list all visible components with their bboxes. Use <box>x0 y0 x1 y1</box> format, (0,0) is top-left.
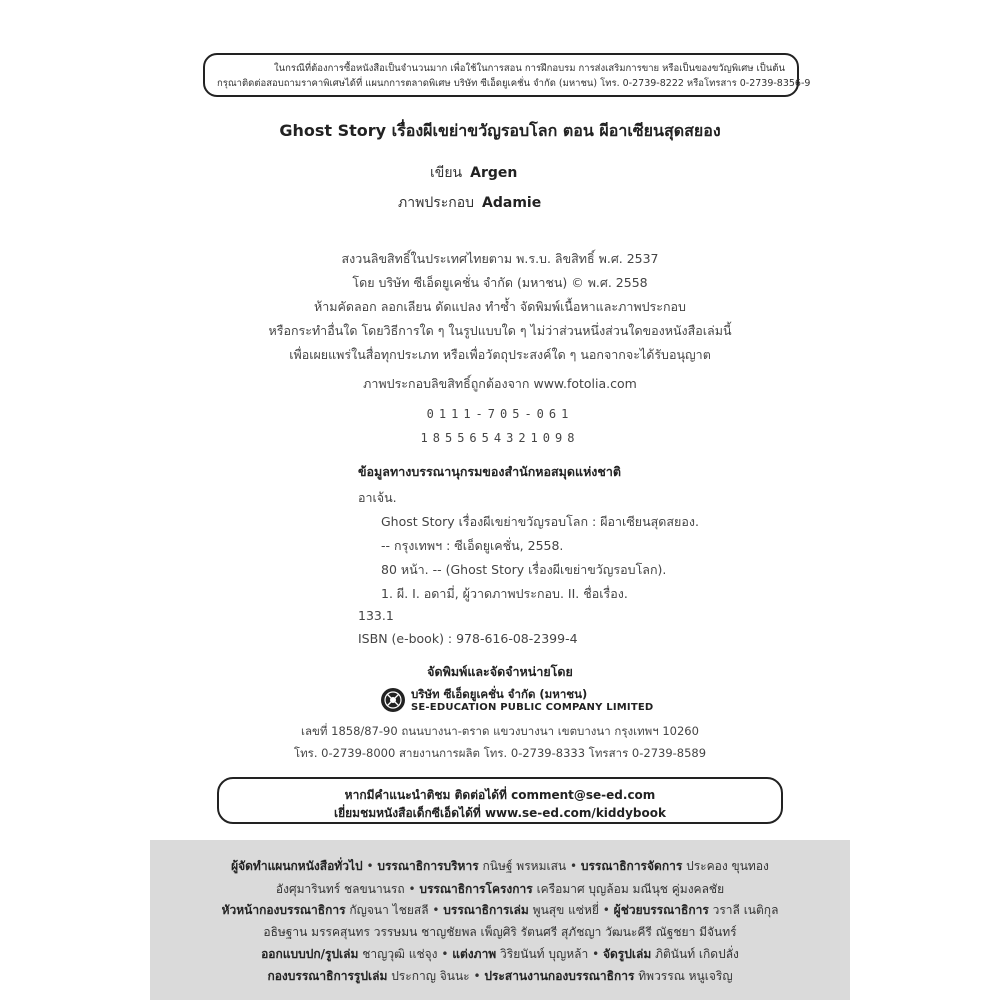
special-order-notice <box>203 53 811 97</box>
illustrator-credit <box>398 192 541 214</box>
cataloging-subjects: 1. ผี. I. อดามี่, ผู้วาดภาพประกอบ. II. ชื่อเรื่อง. <box>381 586 628 601</box>
image-credit: ภาพประกอบลิขสิทธิ์ถูกต้องจาก www.fotolia.com <box>363 376 637 391</box>
cataloging-author: อาเจ้น. <box>358 490 397 505</box>
staff-name: ทิพวรรณ หนูเจริญ <box>638 969 733 983</box>
staff-name: ภิตินันท์ เกิดปลั่ง <box>655 947 739 961</box>
staff-role: บรรณาธิการจัดการ <box>580 859 683 873</box>
illustrator-label: ภาพประกอบ <box>398 195 475 211</box>
illustrator-name: Adamie <box>482 195 542 211</box>
staff-name: ประกาญ จินนะ <box>391 969 470 983</box>
notice-line-2: กรุณาติดต่อสอบถามราคาพิเศษได้ที่ แผนกการตลาดพิเศษ บริษัท ซีเอ็ดยูเคชั่น จำกัด (มหาชน) โทร. 0-2739-8222 หรือโทรสาร 0-2739-8356-9 <box>217 78 811 89</box>
cataloging-publication: -- กรุงเทพฯ : ซีเอ็ดยูเคชั่น, 2558. <box>381 538 564 553</box>
staff-role: หัวหน้ากองบรรณาธิการ <box>221 903 346 917</box>
staff-line-1 <box>0 857 1000 876</box>
author-label: เขียน <box>430 165 463 181</box>
author-name: Argen <box>470 165 518 181</box>
staff-name: พูนสุข แซ่หยี่ <box>532 903 599 917</box>
copyright-line-1: สงวนลิขสิทธิ์ในประเทศไทยตาม พ.ร.บ. ลิขสิทธิ์ พ.ศ. 2537 <box>341 251 659 266</box>
cataloging-isbn: ISBN (e-book) : 978-616-08-2399-4 <box>358 631 578 646</box>
staff-line-2 <box>0 880 1000 899</box>
bullet: • <box>602 903 610 917</box>
publisher-heading: จัดพิมพ์และจัดจำหน่ายโดย <box>427 664 573 679</box>
cataloging-heading: ข้อมูลทางบรรณานุกรมของสำนักหอสมุดแห่งชาติ <box>358 464 622 479</box>
staff-role: บรรณาธิการบริหาร <box>377 859 479 873</box>
staff-role: แต่งภาพ <box>452 947 497 961</box>
staff-line-4 <box>0 923 1000 942</box>
publisher-phones: โทร. 0-2739-8000 สายงานการผลิต โทร. 0-2739-8333 โทรสาร 0-2739-8589 <box>293 746 707 760</box>
staff-line-3 <box>0 901 1000 920</box>
cataloging-pages: 80 หน้า. -- (Ghost Story เรื่องผีเขย่าขวัญรอบโลก). <box>381 562 667 577</box>
cataloging-class-number: 133.1 <box>358 608 394 623</box>
bullet: • <box>408 882 416 896</box>
bullet: • <box>441 947 449 961</box>
staff-line-5 <box>0 945 1000 964</box>
staff-name: เครือมาศ บุญล้อม มณีนุช คู่มงคลชัย <box>536 882 725 896</box>
staff-role: กองบรรณาธิการรูปเล่ม <box>267 969 388 983</box>
staff-name: กัญจนา ไชยสลี <box>349 903 429 917</box>
staff-name: อังศุมารินทร์ ชลขนานรถ <box>275 882 405 896</box>
staff-name: วิริยนันท์ บุญหล้า <box>500 947 589 961</box>
kiddybook-website-line: เยี่ยมชมหนังสือเด็กซีเอ็ดได้ที่ www.se-ed.com/kiddybook <box>334 806 666 820</box>
author-credit <box>430 162 517 184</box>
staff-name: วราลี เนติกุล <box>712 903 779 917</box>
staff-name: ประคอง ขุนทอง <box>686 859 769 873</box>
copyright-line-5: เพื่อเผยแพร่ในสื่อทุกประเภท หรือเพื่อวัตถุประสงค์ใด ๆ นอกจากจะได้รับอนุญาต <box>289 347 711 362</box>
se-ed-logo-icon <box>381 688 405 712</box>
copyright-line-3: ห้ามคัดลอก ลอกเลียน ดัดแปลง ทำซ้ำ จัดพิมพ์เนื้อหาและภาพประกอบ <box>314 299 686 314</box>
staff-role: บรรณาธิการโครงการ <box>419 882 533 896</box>
bullet: • <box>569 859 578 873</box>
product-code: 0111-705-061 <box>426 407 574 421</box>
staff-role: ประสานงานกองบรรณาธิการ <box>484 969 635 983</box>
staff-name: ชาญวุฒิ แช่จุง <box>362 947 438 961</box>
barcode-number: 1855654321098 <box>420 431 580 445</box>
staff-name: กนิษฐ์ พรหมเสน <box>482 859 567 873</box>
publisher-name-thai: บริษัท ซีเอ็ดยูเคชั่น จำกัด (มหาชน) <box>411 687 588 701</box>
staff-role: จัดรูปเล่ม <box>602 947 652 961</box>
staff-role: ออกแบบปก/รูปเล่ม <box>261 947 359 961</box>
copyright-line-2: โดย บริษัท ซีเอ็ดยูเคชั่น จำกัด (มหาชน) © พ.ศ. 2558 <box>352 275 648 290</box>
staff-line-6 <box>0 967 1000 986</box>
bullet: • <box>473 969 481 983</box>
notice-line-1: ในกรณีที่ต้องการซื้อหนังสือเป็นจำนวนมาก เพื่อใช้ในการสอน การฝึกอบรม การส่งเสริมการขาย หรือเป็นของขวัญพิเศษ เป็นต้น <box>274 63 785 74</box>
publisher-address: เลขที่ 1858/87-90 ถนนบางนา-ตราด แขวงบางนา เขตบางนา กรุงเทพฯ 10260 <box>301 724 699 738</box>
bullet: • <box>366 859 374 873</box>
bullet: • <box>592 947 600 961</box>
copyright-line-4: หรือกระทำอื่นใด โดยวิธีการใด ๆ ในรูปแบบใด ๆ ไม่ว่าส่วนหนึ่งส่วนใดของหนังสือเล่มนี้ <box>268 323 732 338</box>
feedback-email-line: หากมีคำแนะนำติชม ติดต่อได้ที่ comment@se-ed.com <box>344 788 656 802</box>
cataloging-title: Ghost Story เรื่องผีเขย่าขวัญรอบโลก : ผีอาเซียนสุดสยอง. <box>381 514 699 529</box>
staff-role: ผู้ช่วยบรรณาธิการ <box>613 903 709 917</box>
book-title: Ghost Story เรื่องผีเขย่าขวัญรอบโลก ตอน ผีอาเซียนสุดสยอง <box>279 121 721 140</box>
staff-role: บรรณาธิการเล่ม <box>443 903 529 917</box>
staff-role: ผู้จัดทำแผนกหนังสือทั่วไป <box>231 859 363 873</box>
staff-name: อธิษฐาน มรรคสุนทร วรรษมน ชาญชัยพล เพ็ญศิริ รัตนศรี สุภัชญา วัฒนะคีรี ณัฐชยา มีจันทร์ <box>263 925 737 939</box>
bullet: • <box>432 903 440 917</box>
publisher-name-english: SE-EDUCATION PUBLIC COMPANY LIMITED <box>411 702 654 713</box>
